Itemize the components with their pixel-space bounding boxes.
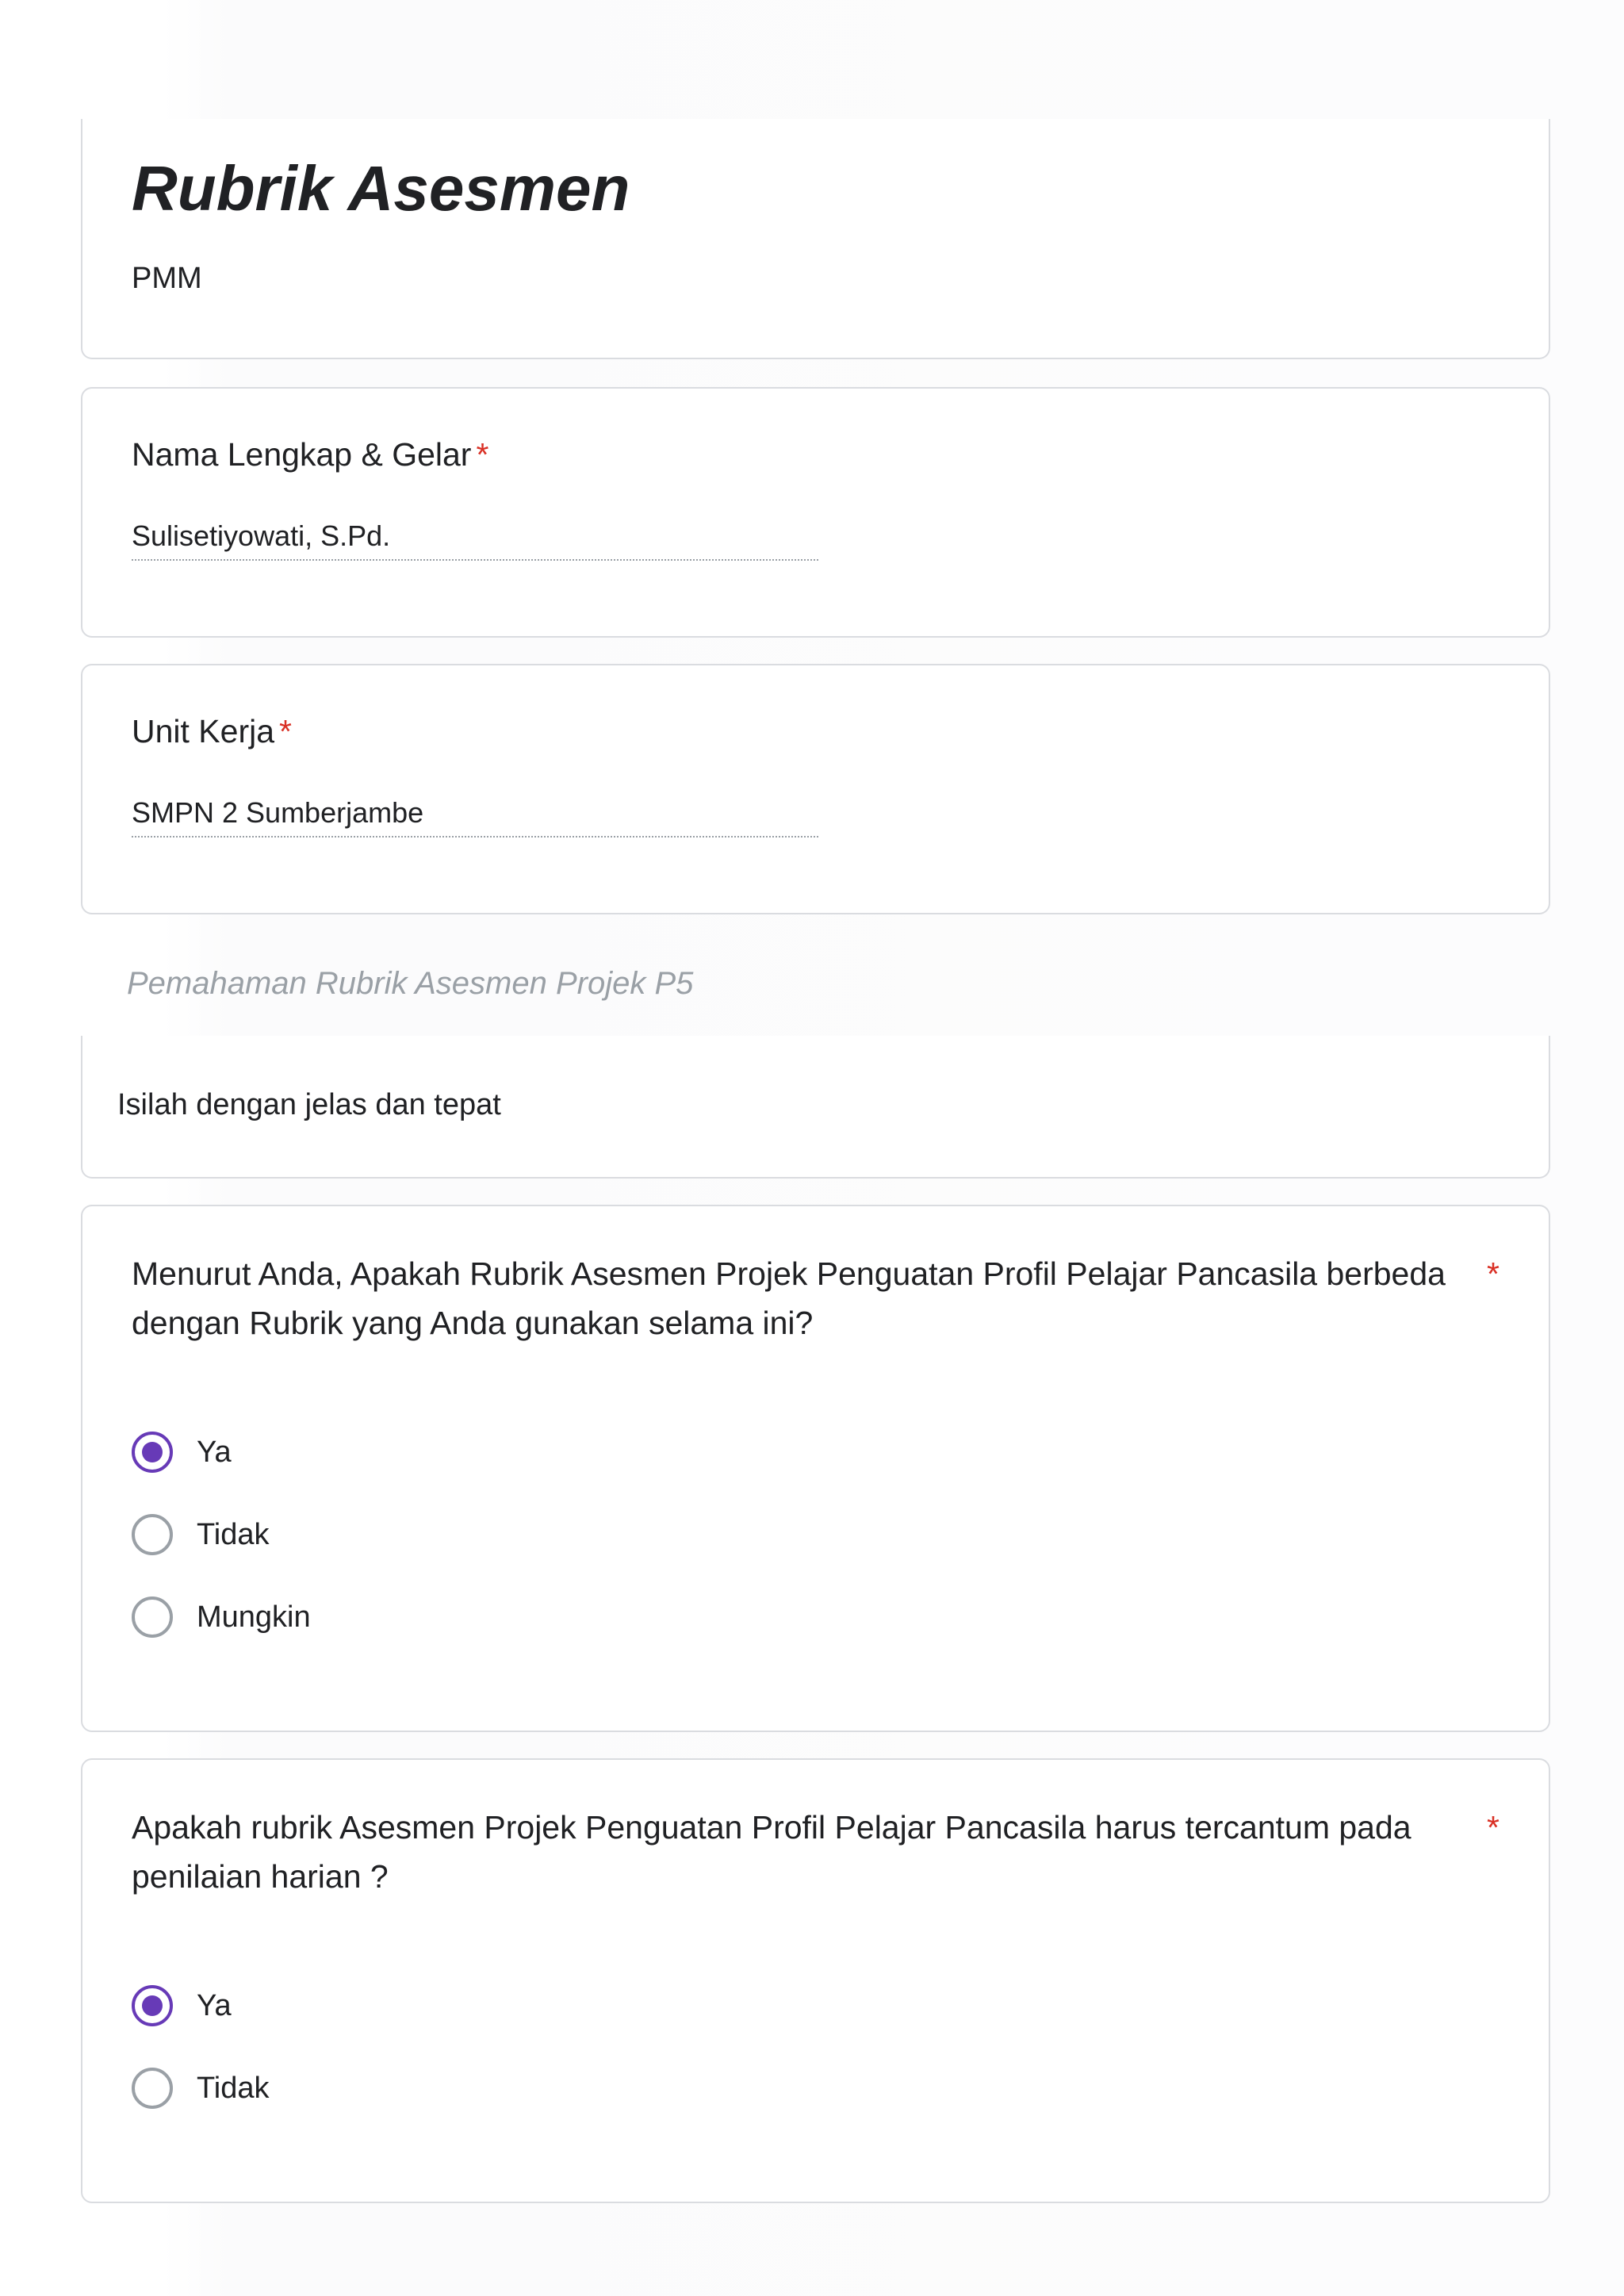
question-title: Apakah rubrik Asesmen Projek Penguatan Profil Pelajar Pancasila harus tercantum pada penilaian harian ? — [132, 1809, 1411, 1895]
question-title — [132, 430, 488, 479]
radio-option-tidak[interactable] — [132, 2066, 270, 2110]
radio-selected-icon[interactable] — [132, 1985, 173, 2026]
option-label: Ya — [197, 1435, 232, 1469]
required-asterisk: * — [279, 713, 292, 749]
question-label: Unit Kerja — [132, 713, 275, 749]
name-answer-field[interactable]: Sulisetiyowati, S.Pd. — [132, 519, 818, 561]
radio-unselected-icon[interactable] — [132, 2068, 173, 2109]
section-description: Isilah dengan jelas dan tepat — [117, 1088, 501, 1121]
form-title: Rubrik Asesmen — [132, 153, 630, 224]
question-card-name — [81, 387, 1550, 638]
radio-unselected-icon[interactable] — [132, 1514, 173, 1555]
question-card-2 — [81, 1758, 1550, 2203]
option-label: Ya — [197, 1988, 232, 2022]
question-title — [132, 707, 292, 756]
required-asterisk: * — [476, 436, 489, 473]
radio-selected-icon[interactable] — [132, 1432, 173, 1473]
form-header-card — [81, 119, 1550, 359]
radio-unselected-icon[interactable] — [132, 1596, 173, 1638]
question-title: Menurut Anda, Apakah Rubrik Asesmen Projek Penguatan Profil Pelajar Pancasila berbeda dengan Rubrik yang Anda gunakan selama ini? — [132, 1255, 1446, 1341]
question-label: Nama Lengkap & Gelar — [132, 436, 472, 473]
section-description-card — [81, 1036, 1550, 1179]
form-description: PMM — [132, 262, 202, 295]
unit-answer-field[interactable]: SMPN 2 Sumberjambe — [132, 796, 818, 838]
radio-option-mungkin[interactable] — [132, 1595, 311, 1639]
option-label: Mungkin — [197, 1600, 311, 1634]
radio-option-tidak[interactable] — [132, 1512, 270, 1557]
required-asterisk: * — [1487, 1255, 1500, 1292]
radio-option-ya[interactable] — [132, 1984, 232, 2028]
required-asterisk: * — [1487, 1809, 1500, 1846]
section-title: Pemahaman Rubrik Asesmen Projek P5 — [127, 966, 694, 1001]
radio-option-ya[interactable] — [132, 1430, 232, 1474]
question-card-1 — [81, 1205, 1550, 1732]
option-label: Tidak — [197, 1517, 270, 1551]
option-label: Tidak — [197, 2071, 270, 2105]
question-card-unit — [81, 664, 1550, 914]
